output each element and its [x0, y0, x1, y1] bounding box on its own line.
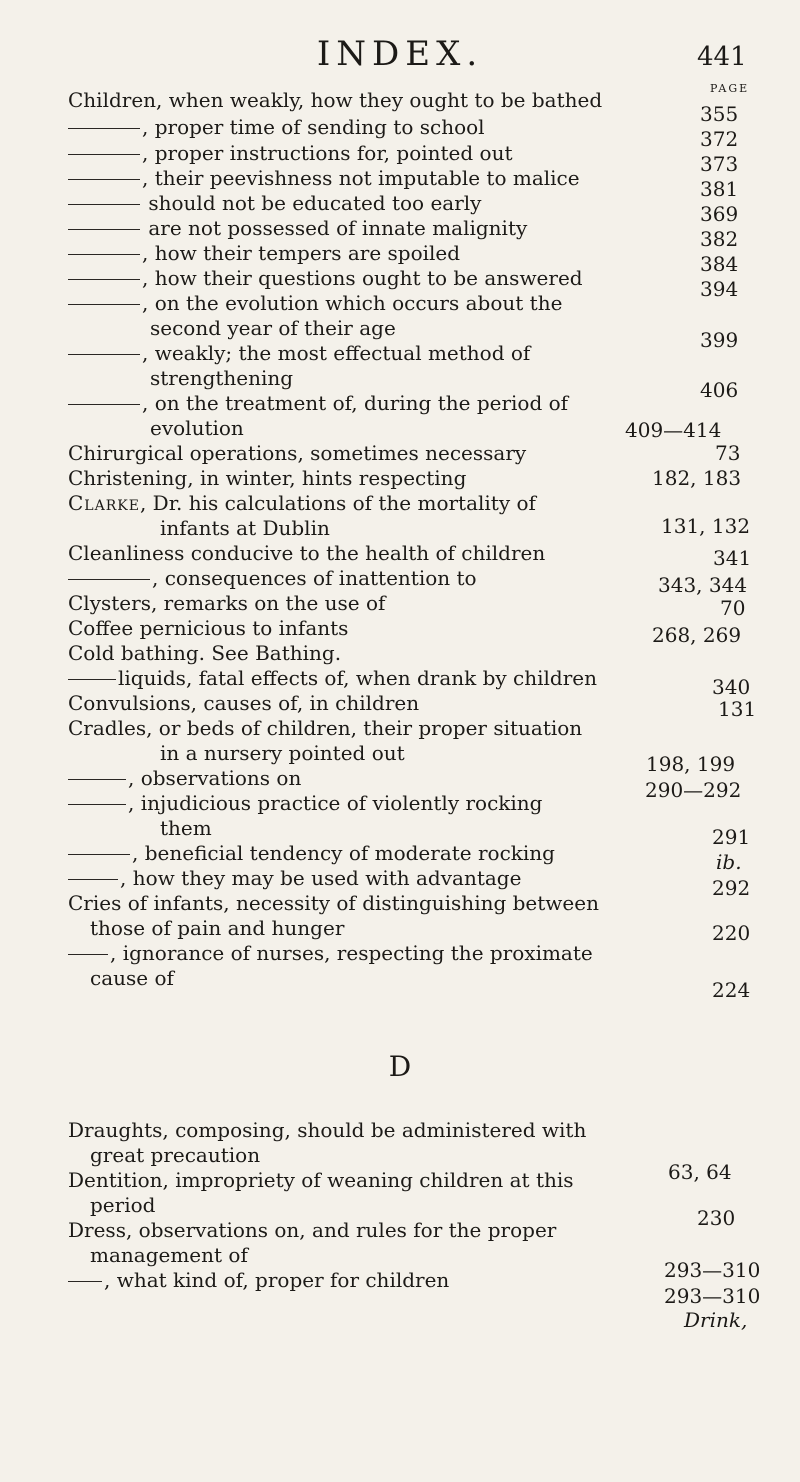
- index-entry: [68, 341, 628, 391]
- index-entry: [68, 841, 628, 866]
- page-ref: 369: [700, 202, 739, 226]
- entry-text: Cleanliness conducive to the health of children: [68, 541, 546, 565]
- entry-text: Draughts, composing, should be administered with: [68, 1118, 587, 1142]
- entry-text: , injudicious practice of violently rocking: [128, 791, 543, 815]
- page-ref: 381: [700, 177, 739, 201]
- page-ref: 73: [715, 441, 741, 465]
- entry-text: Children, when weakly, how they ought to be bathed: [68, 88, 603, 112]
- page-ref: 230: [697, 1206, 736, 1230]
- index-entry: [68, 1218, 628, 1268]
- index-entry: [68, 441, 628, 466]
- entry-text: should not be educated too early: [142, 191, 482, 215]
- page-ref: 382: [700, 227, 739, 251]
- entry-text: Christening, in winter, hints respecting: [68, 466, 467, 490]
- entry-surname: Clarke: [68, 491, 140, 515]
- ditto-dash: [68, 304, 140, 305]
- page-ref: 63, 64: [668, 1160, 732, 1184]
- index-entry: [68, 166, 628, 191]
- index-entry: [68, 241, 628, 266]
- ditto-dash: [68, 204, 140, 205]
- section-heading-d: D: [388, 1050, 412, 1083]
- ditto-dash: [68, 254, 140, 255]
- page-ref: 355: [700, 102, 739, 126]
- ditto-dash: [68, 279, 140, 280]
- page-ref: 131: [718, 697, 757, 721]
- entry-text: , weakly; the most effectual method of: [142, 341, 531, 365]
- entry-text: Clysters, remarks on the use of: [68, 591, 386, 615]
- index-entry: [68, 766, 628, 791]
- page-title: INDEX.: [316, 34, 484, 74]
- index-entry: [68, 491, 628, 541]
- entry-continuation: them: [160, 816, 212, 840]
- entry-text: Cold bathing. See Bathing.: [68, 641, 342, 665]
- page-ref: 372: [700, 127, 739, 151]
- index-entry: [68, 1118, 628, 1168]
- page-ref: 291: [712, 825, 751, 849]
- page-ref: 406: [700, 378, 739, 402]
- entry-text: , on the evolution which occurs about the: [142, 291, 563, 315]
- entry-continuation: strengthening: [150, 366, 294, 390]
- ditto-dash: [68, 128, 140, 129]
- ditto-dash: [68, 404, 140, 405]
- entry-text: Chirurgical operations, sometimes necessary: [68, 441, 527, 465]
- entry-continuation: second year of their age: [150, 316, 396, 340]
- index-entry: [68, 891, 628, 941]
- entry-text: , how they may be used with advantage: [120, 866, 522, 890]
- entry-text: , observations on: [128, 766, 302, 790]
- catchword: Drink,: [684, 1308, 748, 1332]
- ditto-dash: [68, 229, 140, 230]
- index-entry: [68, 1268, 628, 1293]
- index-entry: [68, 141, 628, 166]
- entry-continuation: period: [90, 1193, 156, 1217]
- page-ref: 384: [700, 252, 739, 276]
- entry-text: are not possessed of innate malignity: [142, 216, 528, 240]
- page-ref: ib.: [716, 850, 742, 874]
- entry-continuation: evolution: [150, 416, 244, 440]
- page-ref: 293—310: [664, 1258, 761, 1282]
- entry-text: , Dr. his calculations of the mortality of: [139, 491, 536, 515]
- index-entry: [68, 866, 628, 891]
- entry-continuation: management of: [90, 1243, 248, 1267]
- index-entry: [68, 591, 628, 616]
- entry-text: , on the treatment of, during the period of: [142, 391, 569, 415]
- index-entry: [68, 791, 628, 841]
- index-entry: [68, 566, 628, 591]
- ditto-dash: [68, 879, 118, 880]
- entry-text: Coffee pernicious to infants: [68, 616, 349, 640]
- entry-continuation: those of pain and hunger: [90, 916, 345, 940]
- index-entry: [68, 266, 628, 291]
- page-ref: 341: [713, 546, 752, 570]
- page-ref: 292: [712, 876, 751, 900]
- page-ref: 409—414: [625, 418, 722, 442]
- index-entry: [68, 291, 628, 341]
- page-column-label: PAGE: [710, 82, 750, 95]
- ditto-dash: [68, 779, 126, 780]
- index-entry: [68, 691, 628, 716]
- ditto-dash: [68, 679, 116, 680]
- entry-text: , beneficial tendency of moderate rocking: [132, 841, 555, 865]
- index-entry: [68, 216, 628, 241]
- ditto-dash: [68, 154, 140, 155]
- ditto-dash: [68, 1281, 102, 1282]
- ditto-dash: [68, 854, 130, 855]
- entry-text: , their peevishness not imputable to malice: [142, 166, 580, 190]
- index-entry: [68, 541, 628, 566]
- entry-text: , proper time of sending to school: [142, 115, 485, 139]
- entry-continuation: great precaution: [90, 1143, 261, 1167]
- entry-text: Cries of infants, necessity of distinguishing between: [68, 891, 599, 915]
- page-ref: 70: [720, 596, 746, 620]
- entry-text: , how their tempers are spoiled: [142, 241, 461, 265]
- entry-continuation: in a nursery pointed out: [160, 741, 405, 765]
- ditto-dash: [68, 579, 150, 580]
- ditto-dash: [68, 804, 126, 805]
- index-entry: [68, 191, 628, 216]
- index-entry: [68, 1168, 628, 1218]
- entry-text: Dress, observations on, and rules for the proper: [68, 1218, 557, 1242]
- index-entry: [68, 941, 628, 991]
- page-ref: 340: [712, 675, 751, 699]
- entry-text: Convulsions, causes of, in children: [68, 691, 420, 715]
- index-entry: [68, 616, 628, 641]
- entry-text: liquids, fatal effects of, when drank by children: [118, 666, 598, 690]
- page-ref: 268, 269: [652, 623, 742, 647]
- index-entry: [68, 115, 628, 140]
- entry-text: , consequences of inattention to: [152, 566, 477, 590]
- index-entry: [68, 466, 628, 491]
- entry-text: , what kind of, proper for children: [104, 1268, 450, 1292]
- page-ref: 394: [700, 277, 739, 301]
- index-entry: [68, 391, 628, 441]
- index-entry: [68, 666, 628, 691]
- entry-continuation: infants at Dublin: [160, 516, 330, 540]
- page-ref: 224: [712, 978, 751, 1002]
- page-ref: 198, 199: [646, 752, 736, 776]
- page-ref: 290—292: [645, 778, 742, 802]
- entry-text: Cradles, or beds of children, their proper situation: [68, 716, 583, 740]
- index-entry: [68, 88, 628, 113]
- entry-text: , proper instructions for, pointed out: [142, 141, 513, 165]
- page-ref: 220: [712, 921, 751, 945]
- page-ref: 373: [700, 152, 739, 176]
- entry-text: , how their questions ought to be answered: [142, 266, 583, 290]
- ditto-dash: [68, 179, 140, 180]
- page-ref: 182, 183: [652, 466, 742, 490]
- entry-continuation: cause of: [90, 966, 174, 990]
- page-ref: 293—310: [664, 1284, 761, 1308]
- page-ref: 399: [700, 328, 739, 352]
- ditto-dash: [68, 354, 140, 355]
- page-ref: 131, 132: [661, 514, 751, 538]
- page-ref: 343, 344: [658, 573, 748, 597]
- entry-text: , ignorance of nurses, respecting the proximate: [110, 941, 593, 965]
- index-entry: [68, 641, 628, 666]
- page-number: 441: [697, 42, 747, 72]
- entry-text: Dentition, impropriety of weaning children at this: [68, 1168, 574, 1192]
- ditto-dash: [68, 954, 108, 955]
- index-entry: [68, 716, 628, 766]
